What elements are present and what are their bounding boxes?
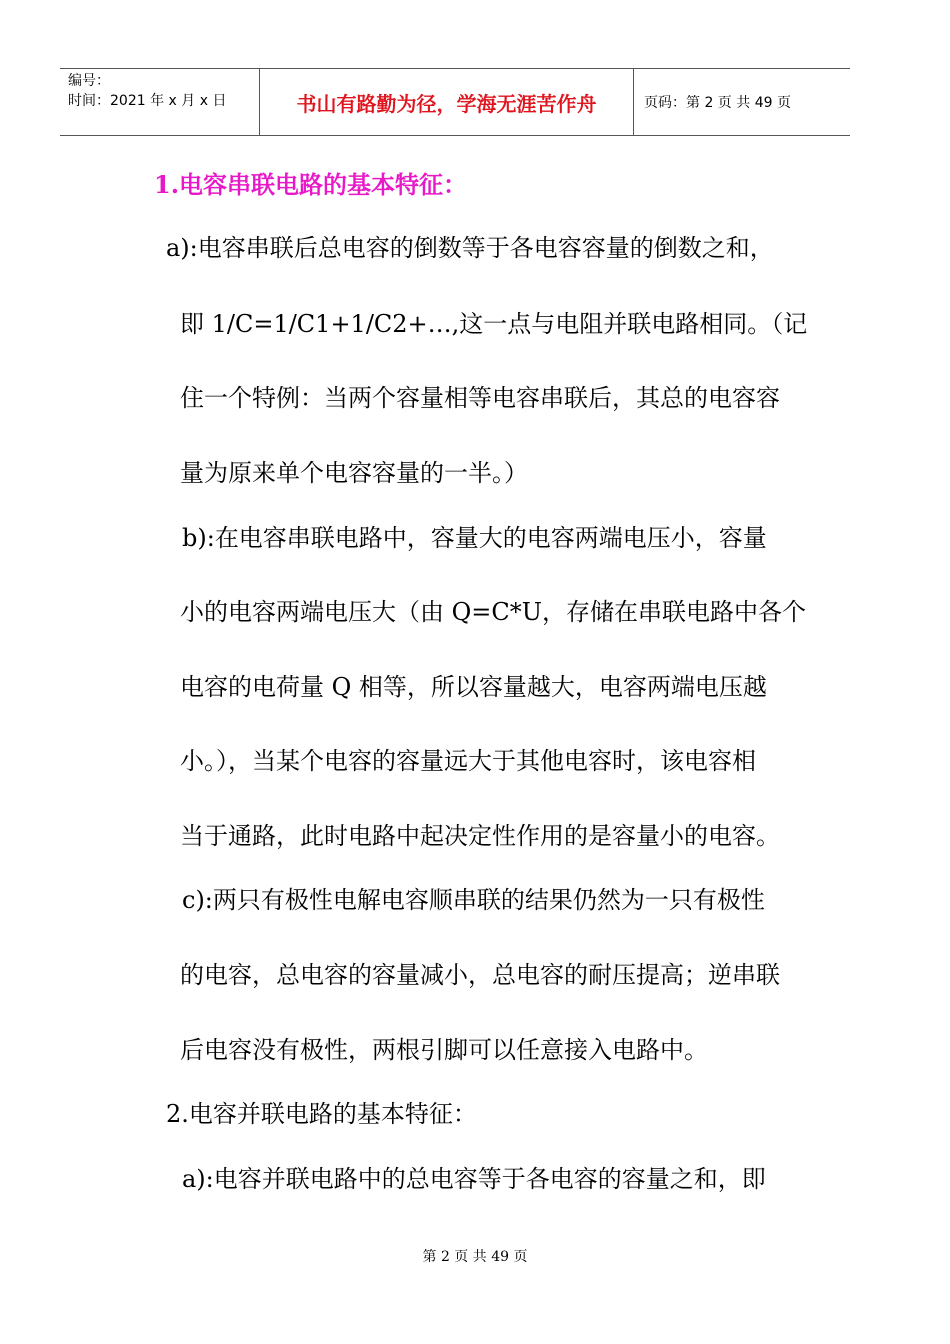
body-line: b):在电容串联电路中，容量大的电容两端电压小，容量 <box>182 524 767 552</box>
document-time: 时间：2021 年 x 月 x 日 <box>68 93 227 109</box>
body-line: a):电容串联后总电容的倒数等于各电容容量的倒数之和， <box>166 234 774 262</box>
body-line: 小。），当某个电容的容量远大于其他电容时，该电容相 <box>180 747 756 775</box>
body-line: 当于通路，此时电路中起决定性作用的是容量小的电容。 <box>180 822 780 850</box>
body-line: 后电容没有极性，两根引脚可以任意接入电路中。 <box>180 1036 708 1064</box>
body-line: 量为原来单个电容容量的一半。） <box>180 459 528 487</box>
section-2-heading: 2.电容并联电路的基本特征： <box>166 1100 477 1128</box>
body-line: 住一个特例：当两个容量相等电容串联后，其总的电容容 <box>180 384 780 412</box>
header-meta <box>60 69 260 135</box>
section-1-heading: 1.电容串联电路的基本特征： <box>154 170 468 199</box>
header-page-info: 页码：第 2 页 共 49 页 <box>644 95 791 111</box>
body-line: c):两只有极性电解电容顺串联的结果仍然为一只有极性 <box>182 886 765 914</box>
body-line: 即 1/C=1/C1+1/C2+…,这一点与电阻并联电路相同。（记 <box>180 310 808 338</box>
body-line: 电容的电荷量 Q 相等，所以容量越大，电容两端电压越 <box>180 673 767 701</box>
body-line: 的电容，总电容的容量减小，总电容的耐压提高；逆串联 <box>180 961 780 989</box>
body-line: 小的电容两端电压大（由 Q=C*U，存储在串联电路中各个 <box>180 598 807 626</box>
page-footer: 第 2 页 共 49 页 <box>422 1249 528 1265</box>
body-line: a):电容并联电路中的总电容等于各电容的容量之和，即 <box>182 1165 766 1193</box>
page-header <box>60 68 850 136</box>
document-number-label: 编号： <box>68 73 110 89</box>
header-motto: 书山有路勤为径，学海无涯苦作舟 <box>260 69 634 135</box>
